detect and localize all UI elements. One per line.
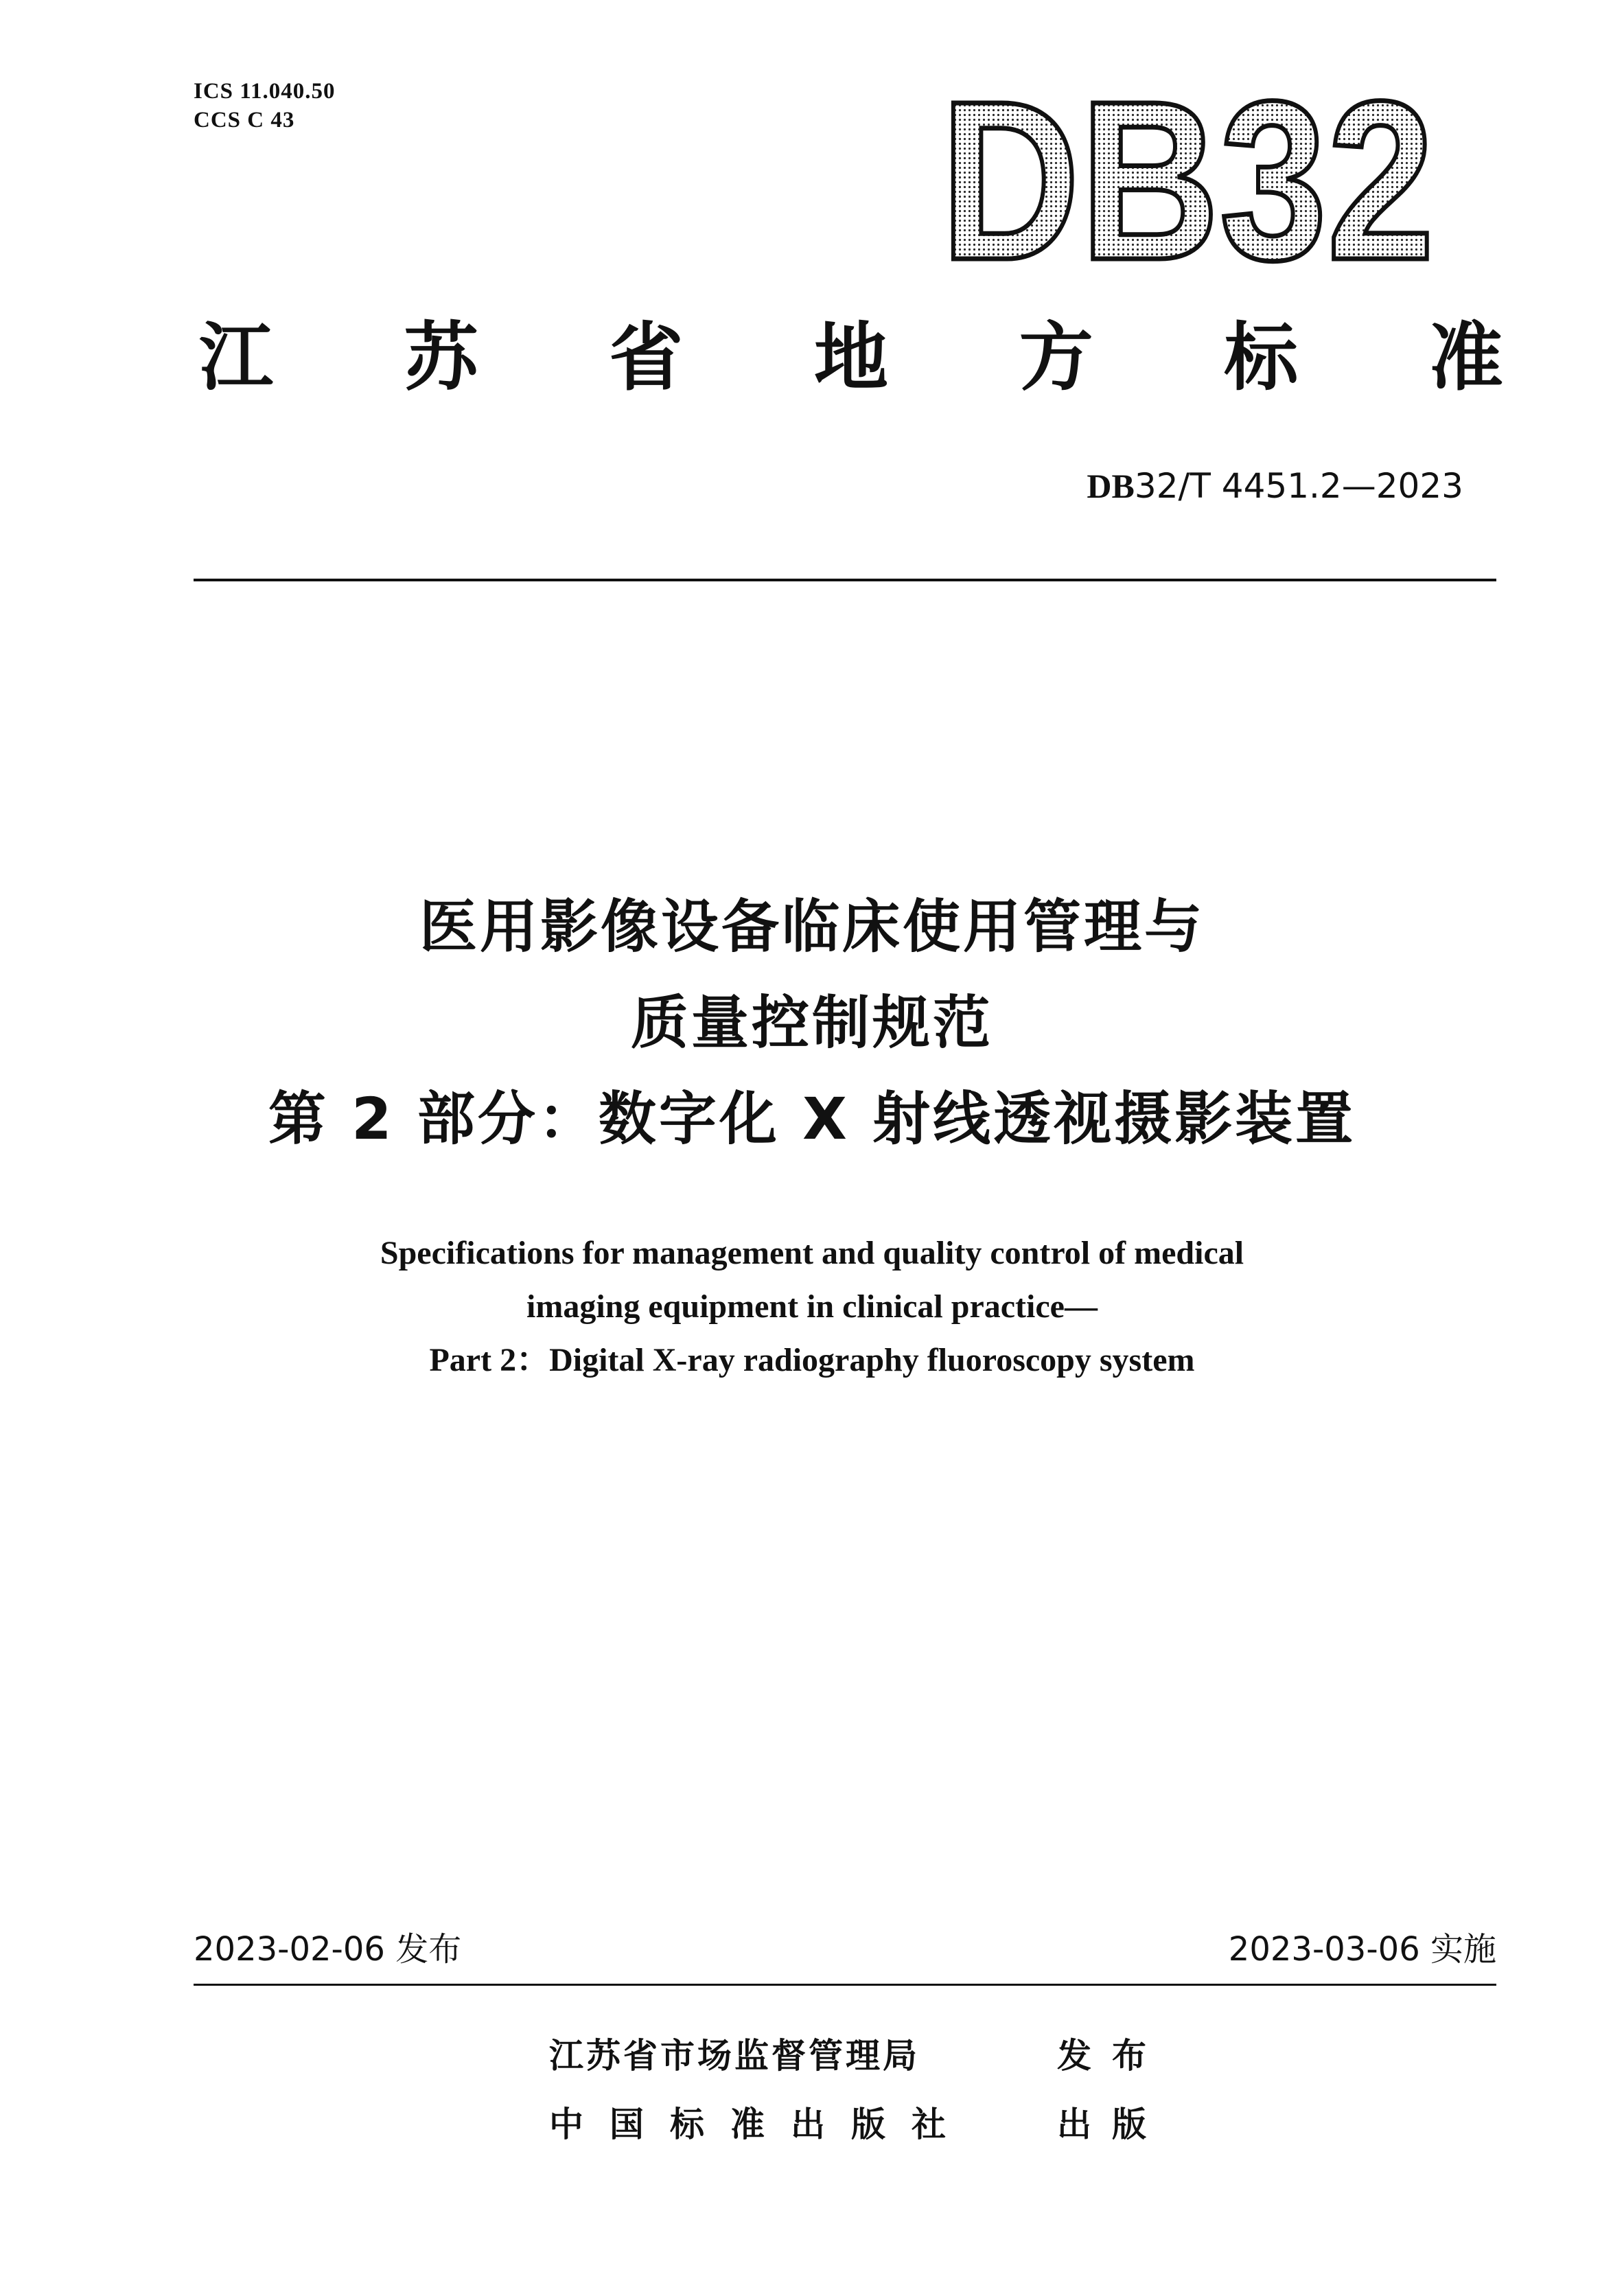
- standard-number-rest: 32/T 4451.2—2023: [1134, 466, 1463, 506]
- standard-number: [1087, 465, 1463, 507]
- title-en-line-1: Specifications for management and quality control of medical: [380, 1235, 1244, 1271]
- implementation-date: 2023-03-06 实施: [1228, 1930, 1496, 1969]
- standard-type-char: 准: [1428, 315, 1503, 401]
- title-en-line-2: imaging equipment in clinical practice—: [526, 1288, 1098, 1325]
- standard-type-char: 江: [199, 315, 274, 401]
- title-cn-line-1: 医用影像设备临床使用管理与: [419, 893, 1205, 960]
- standard-type-char: 方: [1019, 315, 1093, 401]
- issue-date: 2023-02-06 发布: [194, 1930, 462, 1969]
- db32-logo: [933, 54, 1441, 307]
- publisher-role: 出版: [1057, 2104, 1167, 2144]
- standard-type-char: 地: [813, 315, 888, 401]
- footer-divider: [194, 1984, 1496, 1986]
- standard-type-char: 标: [1224, 315, 1299, 401]
- standard-number-prefix: DB: [1087, 467, 1135, 505]
- ccs-code: CCS C 43: [194, 108, 295, 132]
- classification-codes: [194, 77, 335, 135]
- title-cn-line-2: 质量控制规范: [630, 989, 993, 1056]
- standard-type-char: 苏: [404, 315, 478, 401]
- publisher-name: 中国标准出版社: [549, 2104, 972, 2144]
- ics-code: ICS 11.040.50: [194, 79, 336, 104]
- standard-type-char: 省: [609, 315, 684, 401]
- db32-logo-text: DB32: [940, 54, 1435, 307]
- header-divider: [194, 579, 1496, 581]
- db32-logo-graphic: [933, 54, 1441, 307]
- standard-type-title: [199, 317, 1503, 399]
- publisher-name: 江苏省市场监督管理局: [549, 2036, 920, 2076]
- title-en-line-3: Part 2：Digital X-ray radiography fluoroscopy system: [429, 1342, 1195, 1378]
- title-cn-line-3: 第 2 部分：数字化 X 射线透视摄影装置: [268, 1085, 1356, 1152]
- publisher-role: 发布: [1057, 2036, 1167, 2076]
